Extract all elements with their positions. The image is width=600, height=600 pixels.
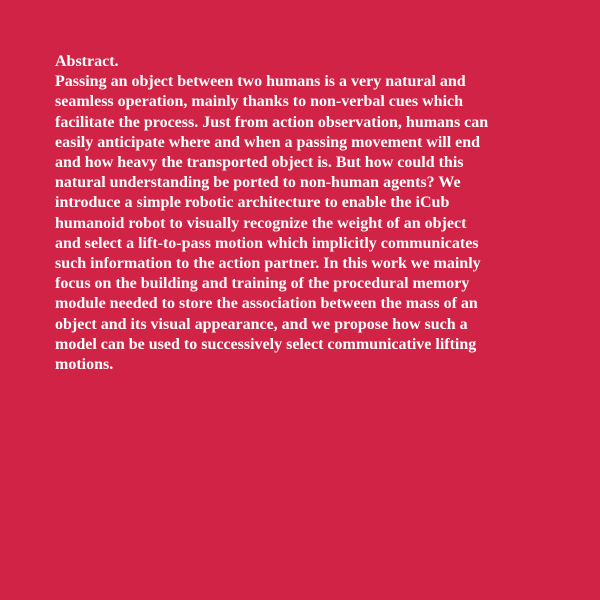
abstract-line: facilitate the process. Just from action observation, humans can	[55, 113, 489, 131]
abstract-line: seamless operation, mainly thanks to non-verbal cues which	[55, 93, 464, 111]
abstract-line: module needed to store the association between the mass of an	[55, 295, 478, 313]
abstract-line: object and its visual appearance, and we propose how such a	[55, 315, 468, 333]
abstract-line: natural understanding be ported to non-human agents? We	[55, 174, 461, 192]
abstract-line: humanoid robot to visually recognize the weight of an object	[55, 214, 467, 232]
abstract-line: easily anticipate where and when a passing movement will end	[55, 133, 481, 151]
abstract-heading: Abstract.	[55, 53, 119, 70]
abstract-line: motions.	[55, 356, 114, 374]
abstract-line: and select a lift-to-pass motion which implicitly communicates	[55, 234, 479, 252]
abstract-line: focus on the building and training of the procedural memory	[55, 275, 470, 293]
abstract-line: such information to the action partner. In this work we mainly	[55, 255, 481, 273]
abstract-line: introduce a simple robotic architecture to enable the iCub	[55, 194, 450, 212]
abstract-line: model can be used to successively select communicative lifting	[55, 335, 477, 353]
abstract-section	[55, 52, 565, 375]
abstract-line: and how heavy the transported object is. But how could this	[55, 154, 464, 172]
abstract-line: Passing an object between two humans is a very natural and	[55, 73, 466, 91]
